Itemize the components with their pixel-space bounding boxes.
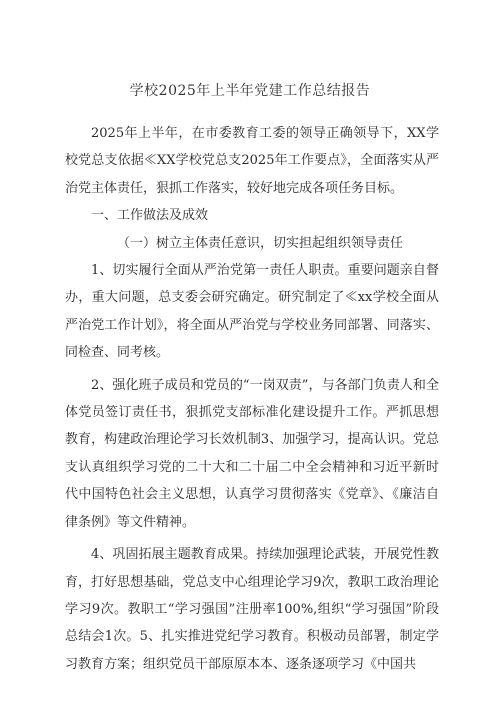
subsection-heading: （一）树立主体责任意识，切实担起组织领导责任 xyxy=(117,235,404,251)
intro-paragraph: 2025年上半年，在市委教育工委的领导正确领导下，XX学校党总支依据≪XX学校党总支2025年工作要点》，全面落实从严治党主体责任，狠抓工作落实，较好地完成各项任务目标。 xyxy=(65,126,439,196)
document-title: 学校2025年上半年党建工作总结报告 xyxy=(129,83,371,99)
body-paragraph: 2、强化班子成员和党员的“一岗双责”，与各部门负责人和全体党员签订责任书，狠抓党支部标准化建设提升工作。严抓思想教育，构建政治理论学习长效机制3、加强学习，提高认识。党总支认真组织学习党的二十大和二十届二中全会精神和习近平新时代中国特色社会主义思想，认真学习贯彻落实《党章》、《廉洁自律条例》等文件精神。 xyxy=(65,377,439,530)
body-paragraph: 1、切实履行全面从严治党第一责任人职责。重要问题亲自督办，重大问题，总支委会研究确定。研究制定了≪xx学校全面从严治党工作计划》，将全面从严治党与学校业务同部署、同落实、同检查、同考核。 xyxy=(65,263,439,361)
document-body xyxy=(65,120,439,678)
section-heading: 一、工作做法及成效 xyxy=(91,208,209,224)
body-paragraph: 4、巩固拓展主题教育成果。持续加强理论武装，开展党性教育，打好思想基础，党总支中心组理论学习9次，教职工政治理论学习9次。教职工“学习强国”注册率100%,组织“学习强国”阶段总结会1次。5、扎实推进党纪学习教育。积极动员部署，制定学习教育方案；组织党员干部原原本本、逐条逐项学习《中国共 xyxy=(65,547,439,672)
